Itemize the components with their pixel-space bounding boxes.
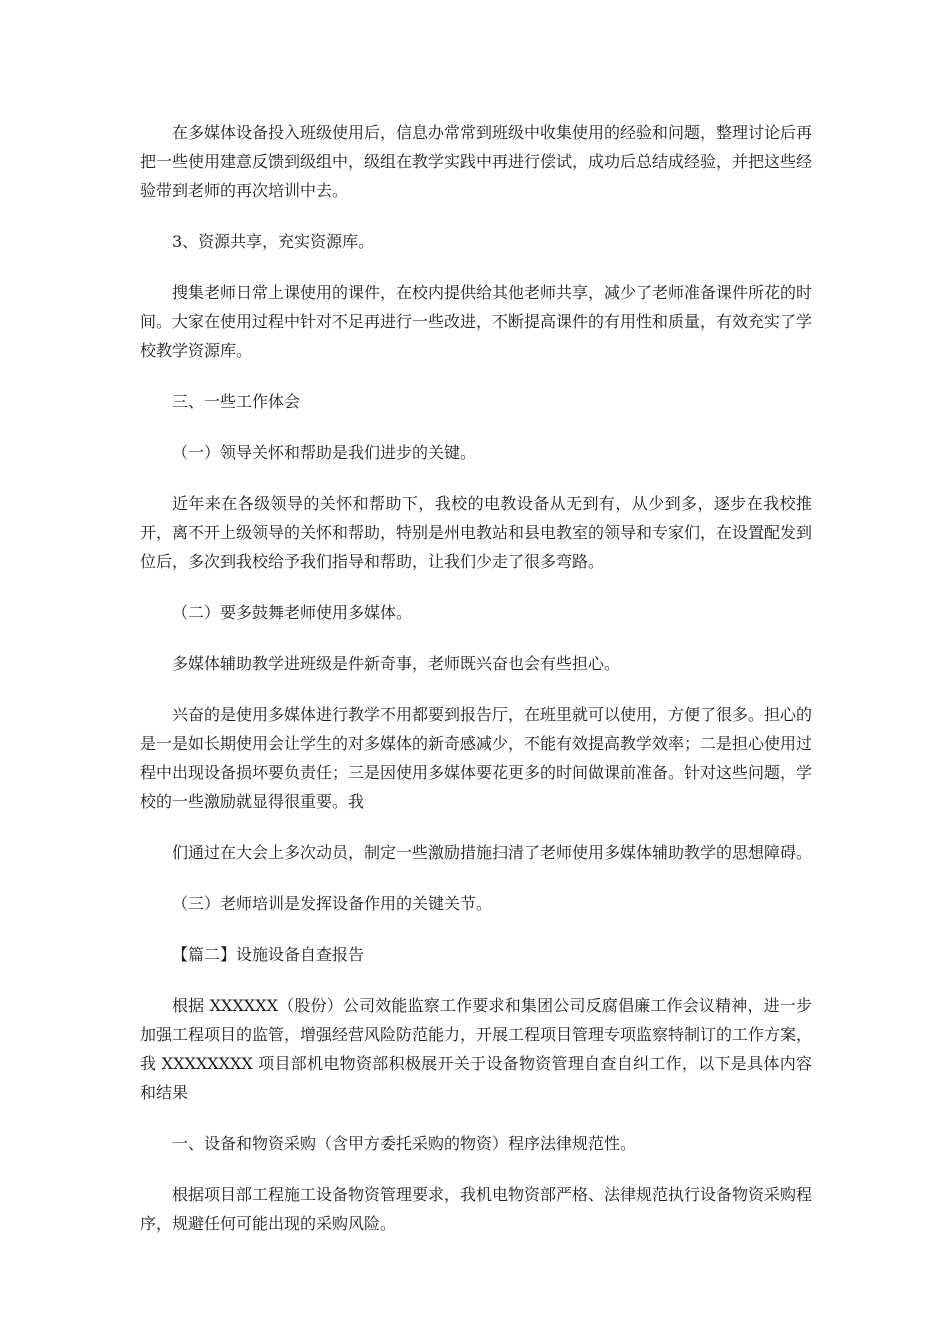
heading-procurement: 一、设备和物资采购（含甲方委托采购的物资）程序法律规范性。 <box>172 1134 637 1153</box>
heading-encourage-teachers: （二）要多鼓舞老师使用多媒体。 <box>172 603 413 622</box>
paragraph-excitement-worries: 兴奋的是使用多媒体进行教学不用都要到报告厅，在班里就可以使用，方便了很多。担心的是一是如长期使用会让学生的对多媒体的新奇感减少，不能有效提高教学效率；二是担心使用过程中出现设备损坏要负责任；三是因使用多媒体要花更多的时间做课前准备。针对这些问题，学校的一些激励就显得很重要。我 <box>140 705 813 811</box>
paragraph-courseware-sharing: 搜集老师日常上课使用的课件，在校内提供给其他老师共享，减少了老师准备课件所花的时间。大家在使用过程中针对不足再进行一些改进，不断提高课件的有用性和质量，有效充实了学校教学资源库。 <box>140 283 813 360</box>
heading-part-two: 【篇二】设施设备自查报告 <box>172 945 365 964</box>
paragraph-incentives: 们通过在大会上多次动员，制定一些激励措施扫清了老师使用多媒体辅助教学的思想障碍。 <box>172 843 813 862</box>
heading-work-experience: 三、一些工作体会 <box>172 392 301 411</box>
paragraph-feedback-loop: 在多媒体设备投入班级使用后，信息办常常到班级中收集使用的经验和问题，整理讨论后再把一些使用建意反馈到级组中，级组在教学实践中再进行偿试，成功后总结成经验，并把这些经验带到老师的再次培训中去。 <box>140 123 813 200</box>
document-body <box>140 118 812 1260</box>
paragraph-novelty: 多媒体辅助教学进班级是件新奇事，老师既兴奋也会有些担心。 <box>172 654 621 673</box>
paragraph-leadership-care: 近年来在各级领导的关怀和帮助下，我校的电教设备从无到有，从少到多，逐步在我校推开，离不开上级领导的关怀和帮助，特别是州电教站和县电教室的领导和专家们，在设置配发到位后，多次到我校给予我们指导和帮助，让我们少走了很多弯路。 <box>140 494 813 571</box>
paragraph-self-inspection-intro: 根据 XXXXXX（股份）公司效能监察工作要求和集团公司反腐倡廉工作会议精神，进一步加强工程项目的监管，增强经营风险防范能力，开展工程项目管理专项监察特制订的工作方案，我 XXXXXXXX 项目部机电物资部积极展开关于设备物资管理自查自纠工作，以下是具体内容和结果 <box>140 996 813 1102</box>
heading-teacher-training: （三）老师培训是发挥设备作用的关键关节。 <box>172 894 493 913</box>
paragraph-procurement: 根据项目部工程施工设备物资管理要求，我机电物资部严格、法律规范执行设备物资采购程序，规避任何可能出现的采购风险。 <box>140 1185 813 1233</box>
heading-resource-sharing: 3、资源共享，充实资源库。 <box>172 232 375 251</box>
heading-leadership-care: （一）领导关怀和帮助是我们进步的关键。 <box>172 443 477 462</box>
